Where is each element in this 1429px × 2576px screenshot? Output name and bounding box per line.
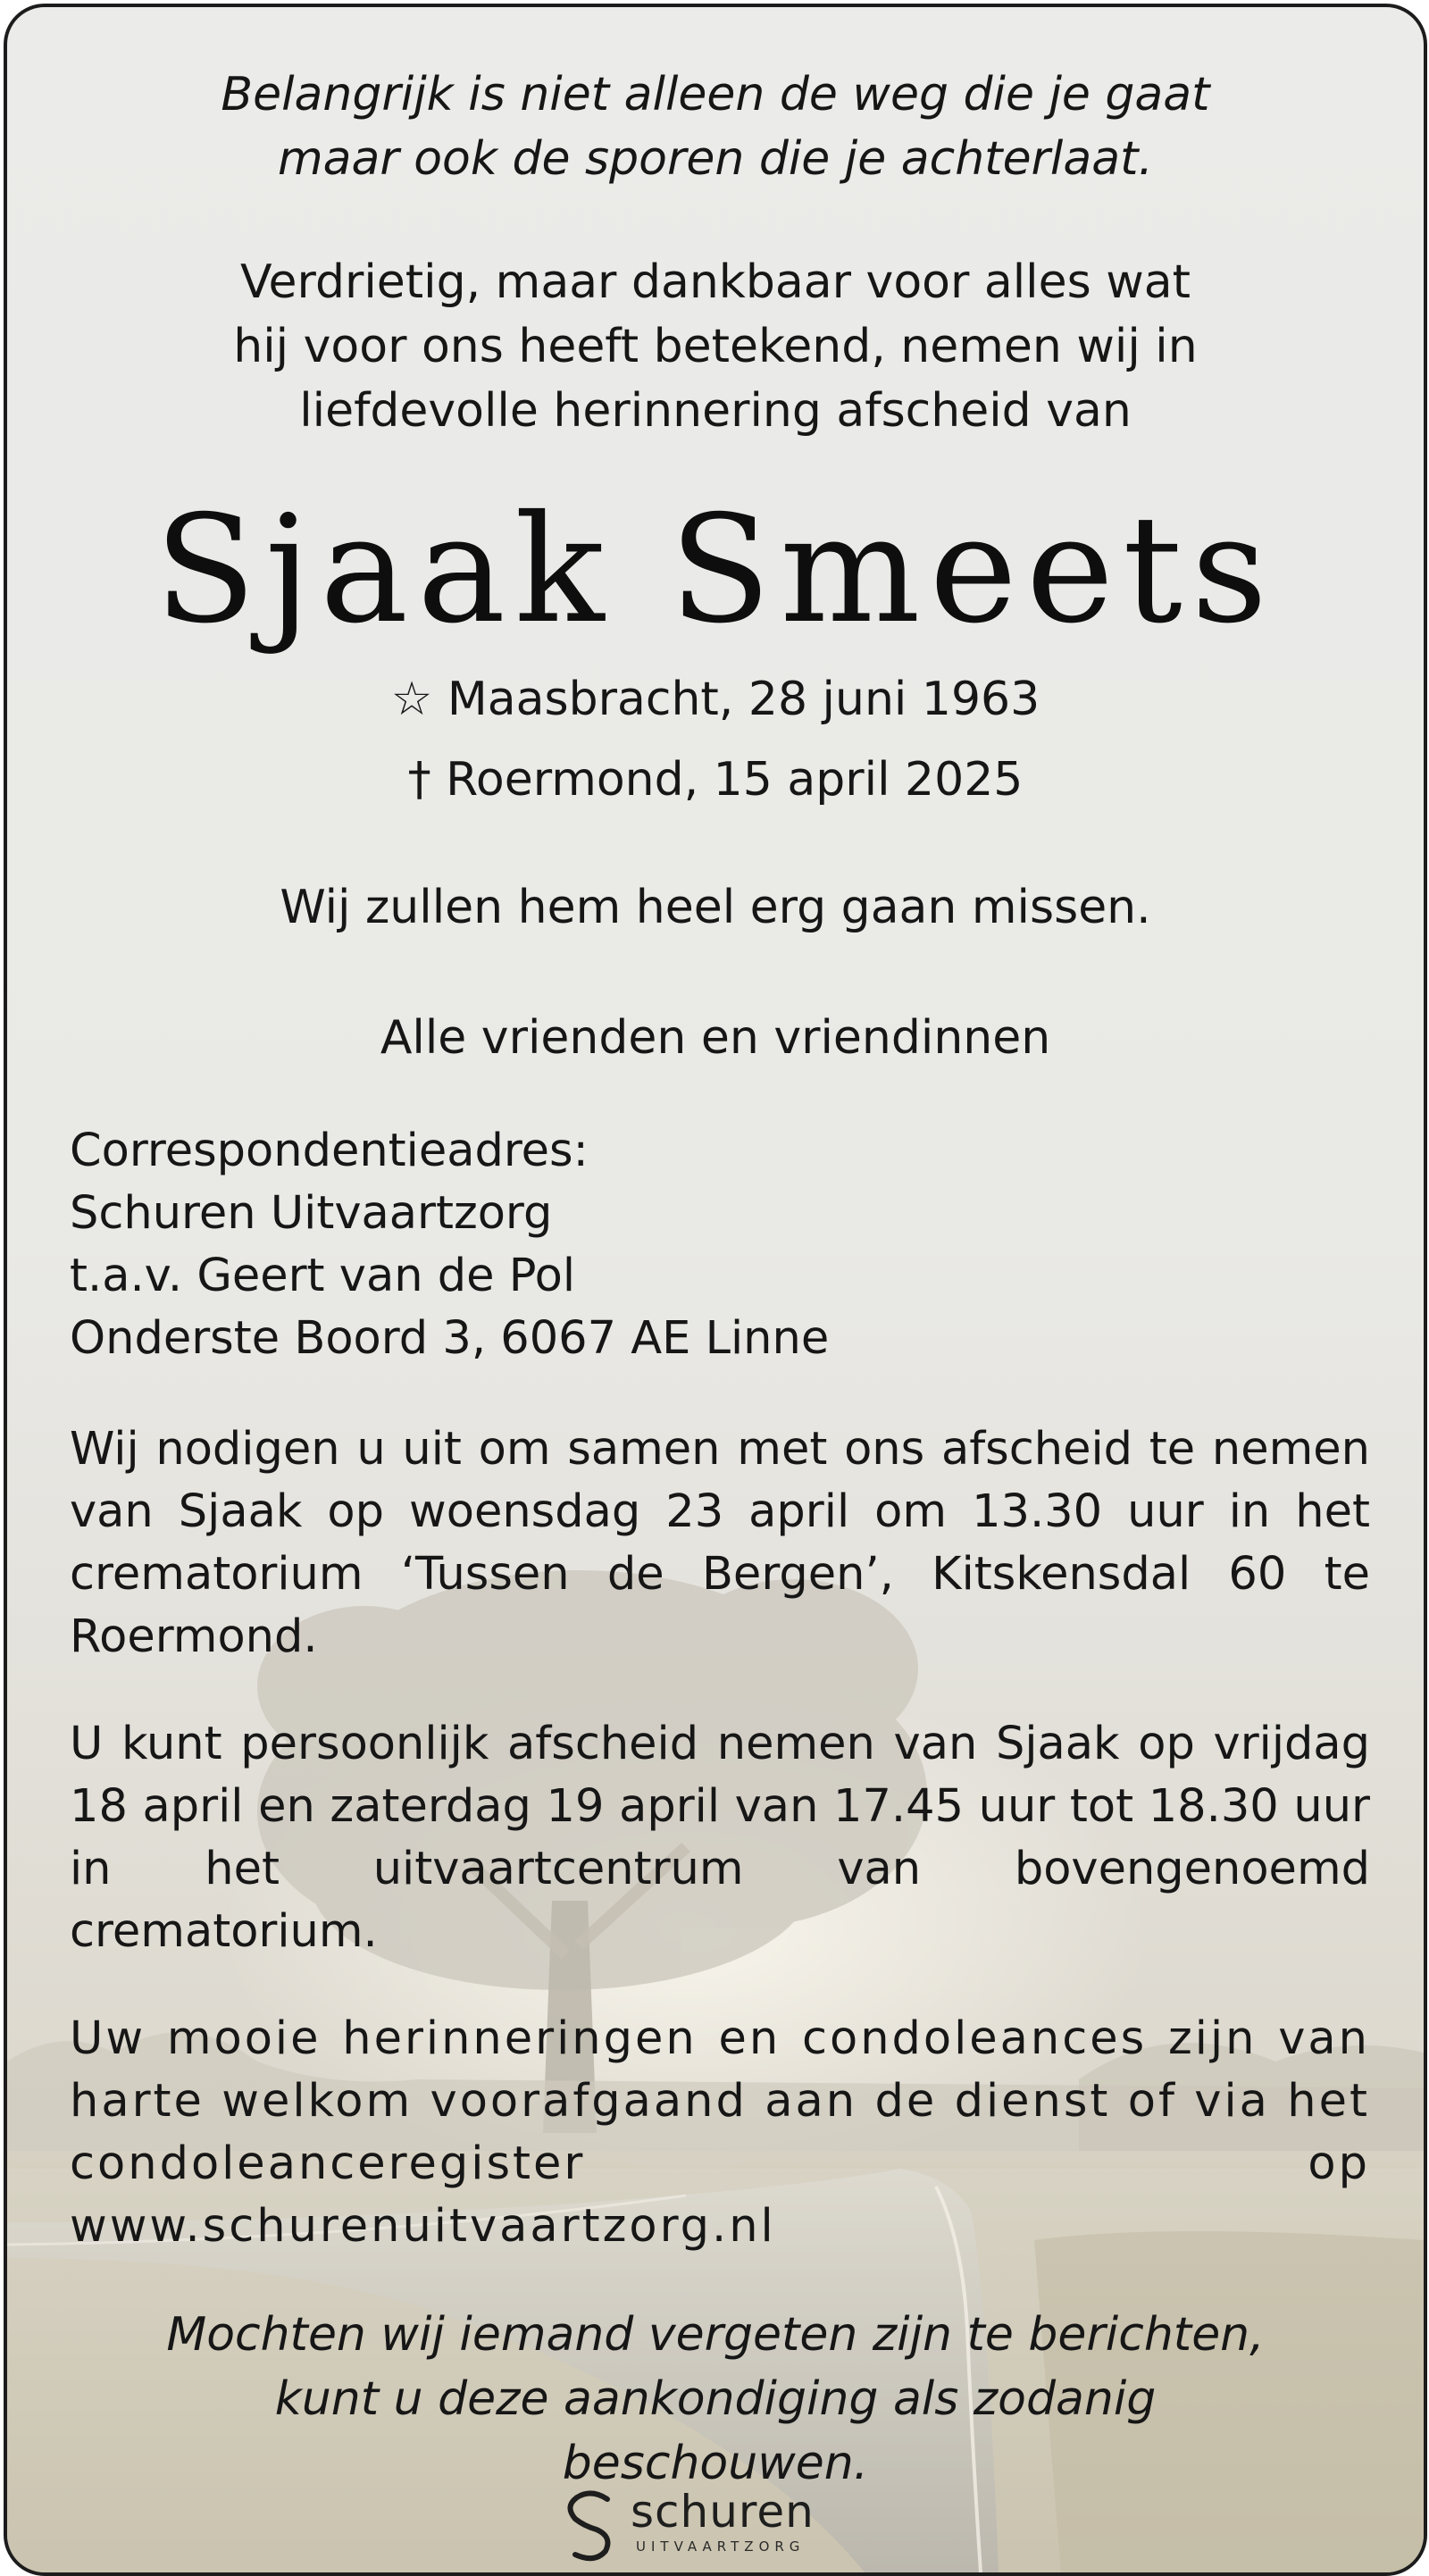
obituary-card [4, 4, 1427, 2576]
correspondence-street: Onderste Boord 3, 6067 AE Linne [70, 1312, 830, 1365]
correspondence-label: Correspondentieadres: [70, 1125, 589, 1177]
signed-by: Alle vrienden en vriendinnen [380, 1011, 1051, 1065]
condolences-information: Uw mooie herinneringen en condoleances zijn van harte welkom voorafgaand aan de dienst of via het condoleanceregister op www.schurenuitvaartzorg.nl [70, 2012, 1370, 2253]
closing-line-1: Mochten wij iemand vergeten zijn te berichten, [166, 2308, 1265, 2362]
star-icon: ☆ [390, 673, 433, 726]
correspondence-attention: t.a.v. Geert van de Pol [70, 1250, 576, 1302]
motto-line-1: Belangrijk is niet alleen de weg die je gaat [221, 68, 1210, 121]
intro-text [61, 250, 1370, 443]
logo-name: schuren [631, 2486, 815, 2538]
death-place-date: Roermond, 15 april 2025 [446, 753, 1024, 807]
cross-icon: † [407, 753, 431, 807]
closing-note [61, 2303, 1370, 2496]
motto-quote [61, 63, 1370, 191]
ceremony-invitation: Wij nodigen u uit om samen met ons afscheid te nemen van Sjaak op woensdag 23 april om 13.30 uur in het crematorium ‘Tussen de Bergen’, Kitskensdal 60 te Roermond. [70, 1423, 1370, 1663]
schuren-logo [559, 2487, 881, 2563]
motto-line-2: maar ook de sporen die je achterlaat. [277, 132, 1154, 186]
farewell-message: Wij zullen hem heel erg gaan missen. [280, 881, 1151, 934]
intro-line-1: Verdrietig, maar dankbaar voor alles wat [239, 255, 1191, 309]
birth-line [61, 668, 1370, 731]
viewing-information: U kunt persoonlijk afscheid nemen van Sjaak op vrijdag 18 april en zaterdag 19 april van 17.45 uur tot 18.30 uur in het uitvaartcentrum van bovengenoemd crematorium. [70, 1718, 1370, 1958]
intro-line-3: liefdevolle herinnering afscheid van [299, 384, 1132, 438]
intro-line-2: hij voor ons heeft betekend, nemen wij in [233, 320, 1198, 373]
closing-line-3: beschouwen. [562, 2437, 869, 2490]
closing-line-2: kunt u deze aankondiging als zodanig [274, 2372, 1157, 2426]
birth-place-date: Maasbracht, 28 juni 1963 [447, 673, 1040, 726]
schuren-s-mark-icon [559, 2487, 622, 2563]
correspondence-company: Schuren Uitvaartzorg [70, 1187, 553, 1240]
logo-tagline: UITVAARTZORG [636, 2538, 806, 2555]
deceased-name: Sjaak Smeets [155, 484, 1276, 657]
correspondence-address [70, 1120, 1370, 1370]
death-line [61, 749, 1370, 811]
